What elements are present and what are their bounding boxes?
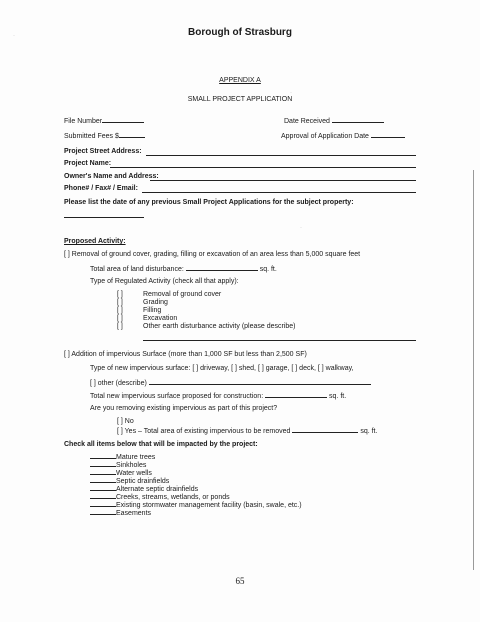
impacted-item-label: Septic drainfields [116,478,170,485]
activity-label: Grading [143,299,168,306]
removing-yes-line[interactable] [292,426,358,433]
impacted-item-label: Creeks, streams, wetlands, or ponds [116,494,230,501]
submitted-fees-line[interactable] [119,131,145,138]
total-new-impervious-field [90,391,346,401]
removing-yes-unit: sq. ft. [360,428,378,435]
scan-speck: · [290,90,292,96]
activity-checkbox[interactable]: [ ] [117,315,123,322]
total-new-impervious-unit: sq. ft. [329,393,347,400]
page-title: Borough of Strasburg [188,27,292,38]
file-number-line[interactable] [102,116,144,123]
total-new-impervious-label: Total new impervious surface proposed for construction: [90,393,264,400]
activity-list-item[interactable] [117,323,296,331]
total-new-impervious-line[interactable] [265,391,327,398]
impacted-check-line[interactable] [90,452,116,459]
owner-name-address-label: Owner's Name and Address: [64,173,159,180]
date-received-line[interactable] [332,116,384,123]
impacted-check-line[interactable] [90,508,116,515]
submitted-fees-label: Submitted Fees $ [64,133,119,140]
impacted-item-label: Sinkholes [116,462,147,469]
application-title: SMALL PROJECT APPLICATION [187,96,293,103]
regulated-activity-type-label: Type of Regulated Activity (check all that apply): [90,278,239,285]
date-received-field [284,116,384,126]
scan-speck: · [13,33,15,39]
total-area-field [90,264,277,274]
project-name-label: Project Name: [64,160,112,167]
activity-checkbox[interactable]: [ ] [117,323,123,330]
approval-date-field [281,131,405,141]
file-number-field [64,116,144,126]
impacted-item-label: Water wells [116,470,152,477]
activity-list-item[interactable] [117,291,221,299]
phone-fax-email-label: Phone# / Fax# / Email: [64,185,138,192]
approval-date-label: Approval of Application Date [281,133,369,140]
removing-impervious-question: Are you removing existing impervious as part of this project? [90,405,278,412]
previous-applications-label: Please list the date of any previous Small Project Applications for the subject property: [64,199,354,206]
submitted-fees-field [64,131,145,141]
other-activity-description-line[interactable] [143,340,416,341]
activity-checkbox[interactable]: [ ] [117,299,123,306]
previous-applications-line[interactable] [64,217,144,218]
removing-yes-field [117,426,377,436]
activity-label: Removal of ground cover [143,291,222,298]
impervious-type-options[interactable]: Type of new impervious surface: [ ] driveway, [ ] shed, [ ] garage, [ ] deck, [ ] walkway, [90,365,354,372]
impacted-item-label: Easements [116,510,152,517]
activity-label: Other earth disturbance activity (please describe) [143,323,296,330]
impacted-item-label: Existing stormwater management facility (basin, swale, etc.) [116,502,302,509]
scan-edge-line [473,170,474,570]
impacted-check-line[interactable] [90,484,116,491]
scan-speck: · [300,225,302,231]
impacted-items-heading: Check all items below that will be impacted by the project: [64,441,258,448]
approval-date-line[interactable] [371,131,405,138]
activity-list-item[interactable] [117,299,168,307]
impacted-check-line[interactable] [90,460,116,467]
impacted-item[interactable] [90,508,151,518]
other-impervious-field [90,378,371,388]
total-area-label: Total area of land disturbance: [90,266,184,273]
activity-list-item[interactable] [117,307,161,315]
other-impervious-checkbox[interactable]: [ ] other (describe) [90,380,147,387]
impacted-check-line[interactable] [90,492,116,499]
phone-fax-email-line[interactable] [142,192,416,193]
removal-checkbox[interactable]: [ ] Removal of ground cover, grading, filling or excavation of an area less than 5,000 square feet [64,251,361,258]
activity-checkbox[interactable]: [ ] [117,291,123,298]
activity-checkbox[interactable]: [ ] [117,307,123,314]
appendix-heading: APPENDIX A [219,77,261,84]
impacted-item-label: Mature trees [116,454,156,461]
project-street-address-line[interactable] [146,155,416,156]
activity-label: Excavation [143,315,178,322]
total-area-line[interactable] [186,264,258,271]
impacted-item-label: Alternate septic drainfields [116,486,199,493]
removing-no-checkbox[interactable]: [ ] No [117,418,134,425]
impacted-check-line[interactable] [90,500,116,507]
impacted-check-line[interactable] [90,468,116,475]
activity-list-item[interactable] [117,315,177,323]
file-number-label: File Number [64,118,103,125]
impacted-check-line[interactable] [90,476,116,483]
removing-yes-checkbox[interactable]: [ ] Yes – Total area of existing impervious to be removed [117,428,291,435]
page-number: 65 [235,576,245,586]
project-name-line[interactable] [110,167,416,168]
impervious-surface-checkbox[interactable]: [ ] Addition of impervious Surface (more than 1,000 SF but less than 2,500 SF) [64,351,307,358]
activity-label: Filling [143,307,162,314]
date-received-label: Date Received [284,118,330,125]
total-area-unit: sq. ft. [259,266,277,273]
proposed-activity-heading: Proposed Activity: [64,238,126,245]
owner-name-address-line[interactable] [150,180,416,181]
other-impervious-line[interactable] [149,378,371,385]
project-street-address-label: Project Street Address: [64,148,142,155]
